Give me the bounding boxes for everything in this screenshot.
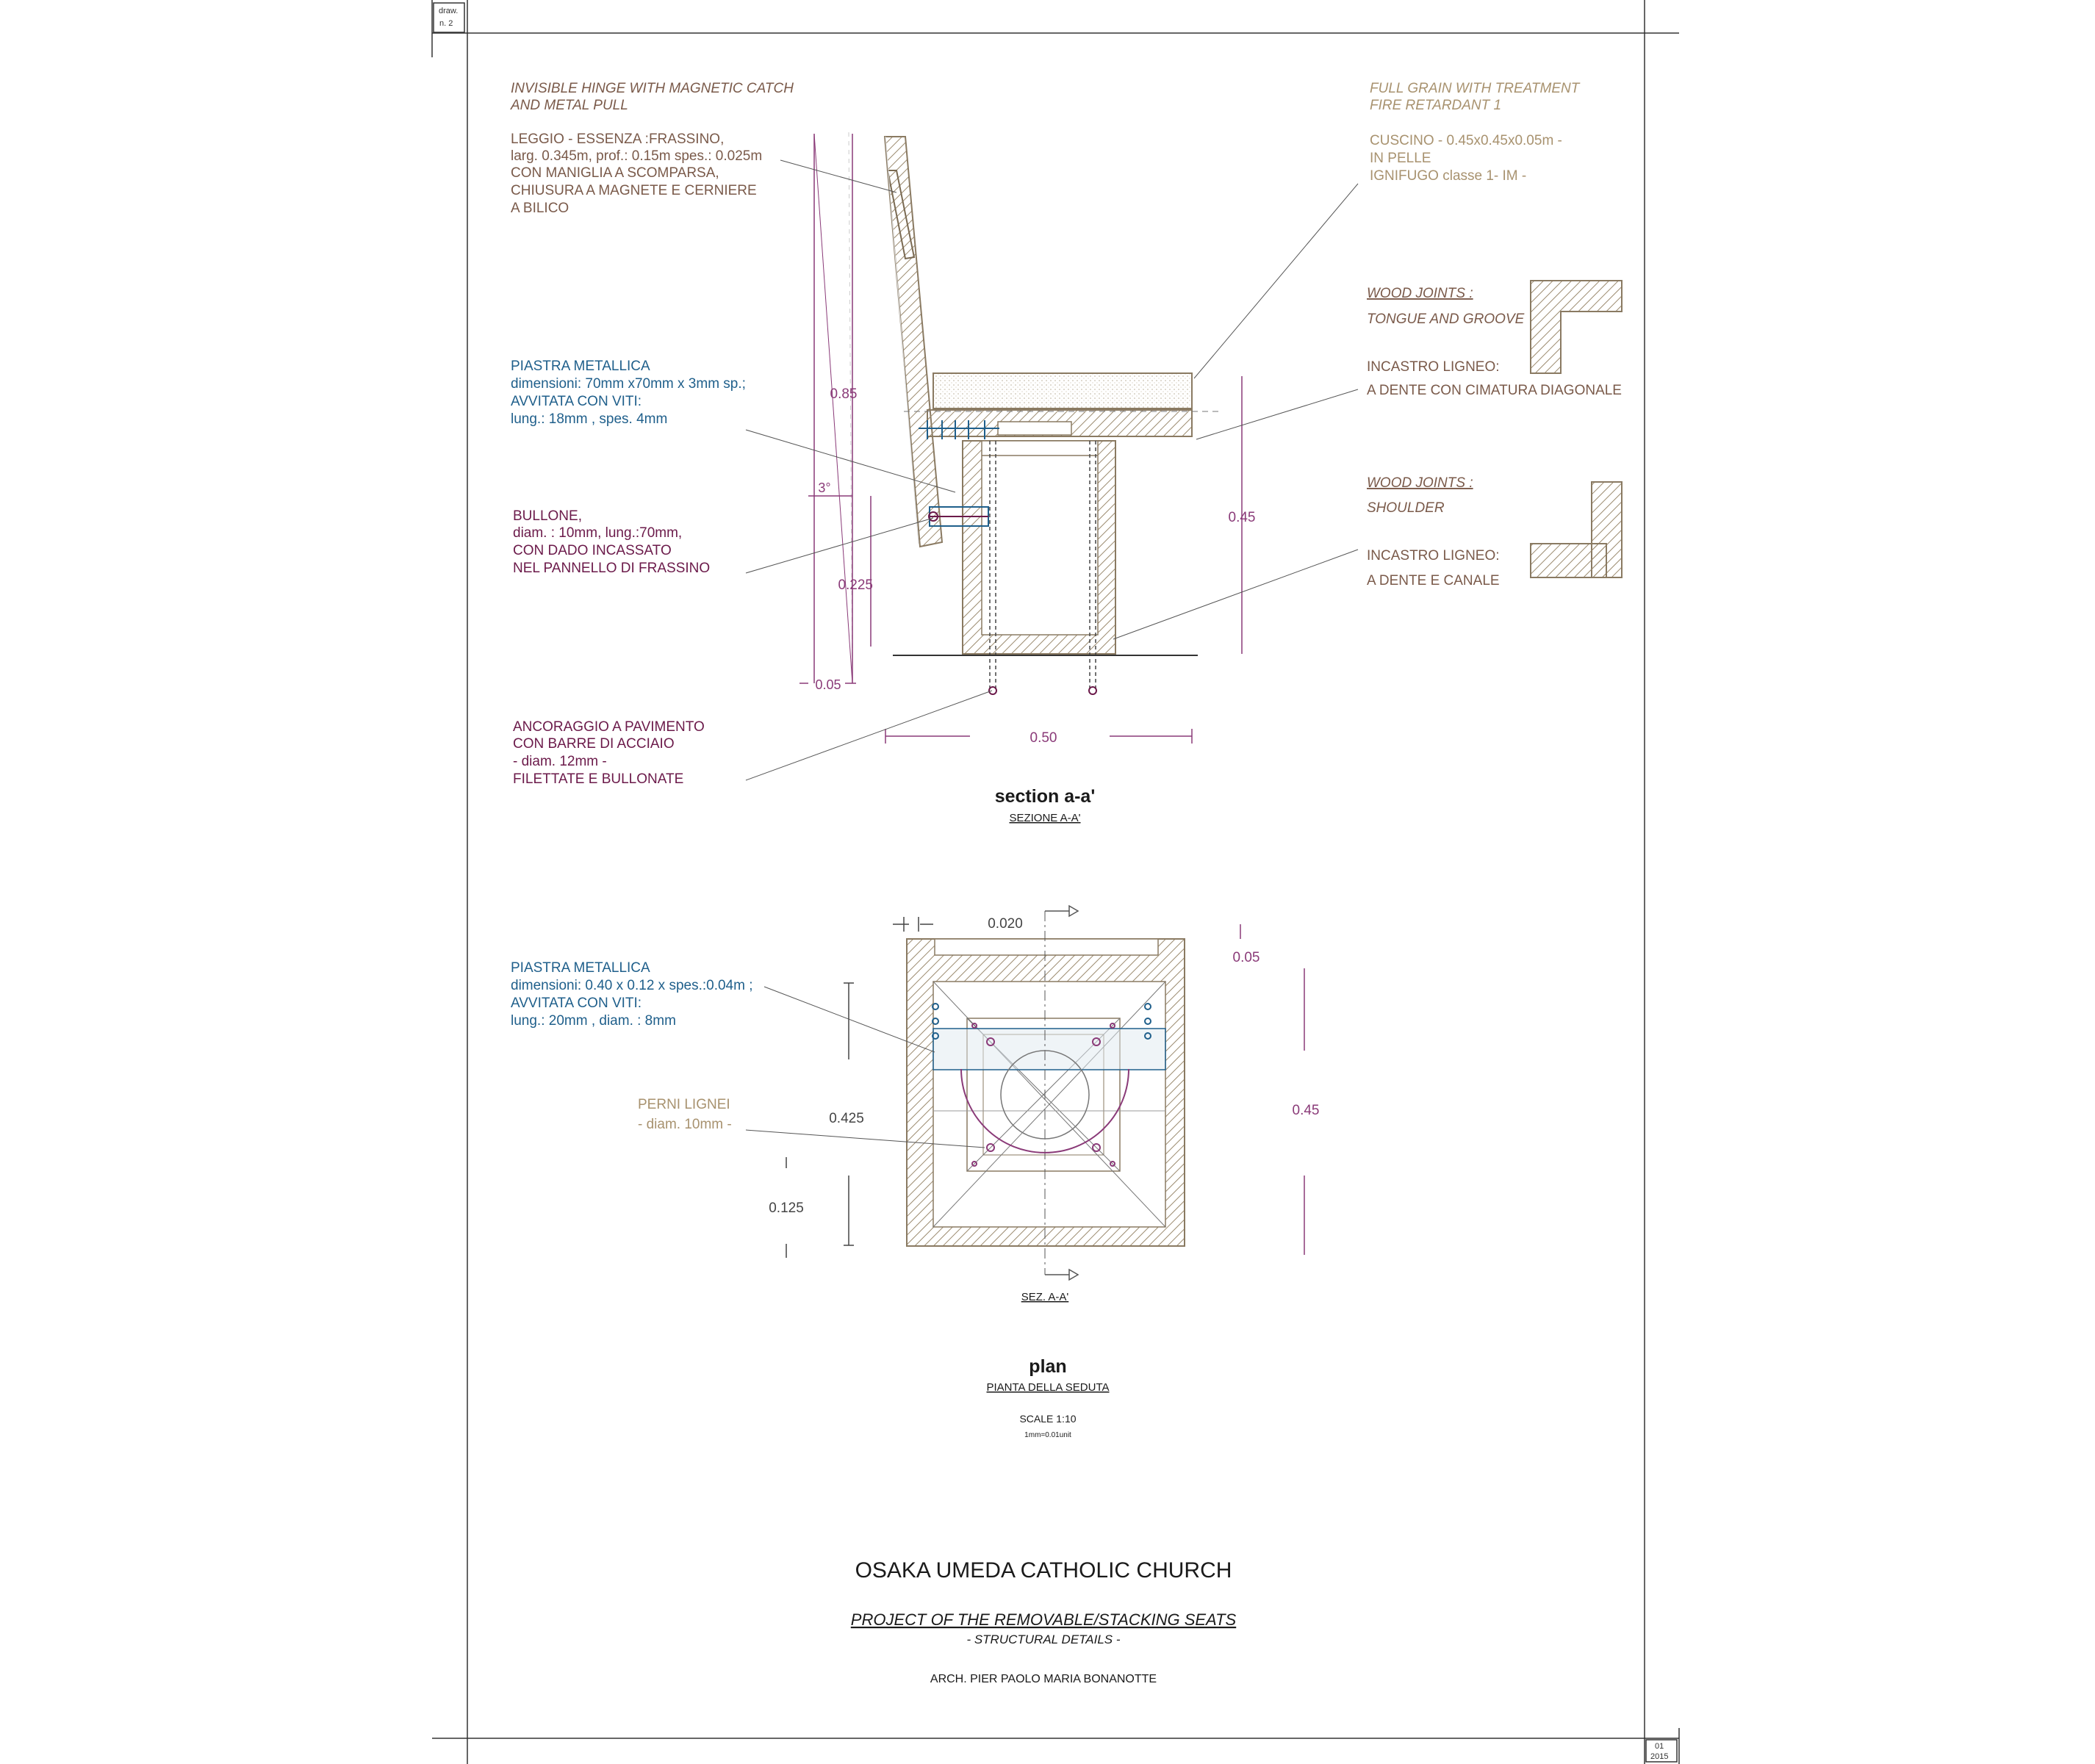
sez-aa-label: SEZ. A-A' <box>1021 1291 1069 1303</box>
section-title: section a-a' <box>994 786 1096 807</box>
note-ancoraggio-line-1: ANCORAGGIO A PAVIMENTO <box>513 719 705 735</box>
note-grain-line-1: FULL GRAIN WITH TREATMENT <box>1370 81 1580 96</box>
note-bullone-line-1: BULLONE, <box>513 508 582 524</box>
note-bullone <box>513 508 710 576</box>
wood-joint-2-it-1: INCASTRO LIGNEO: <box>1367 548 1500 564</box>
dim-0-05-plan: 0.05 <box>1232 950 1260 965</box>
plan-subtitle: PIANTA DELLA SEDUTA <box>986 1381 1110 1394</box>
wood-joint-1-title: WOOD JOINTS : <box>1367 286 1473 301</box>
note-piastra-1-line-2: dimensioni: 70mm x70mm x 3mm sp.; <box>511 376 746 392</box>
note-leggio-line-5: A BILICO <box>511 201 569 216</box>
wood-joint-1 <box>1367 281 1622 398</box>
note-cuscino-line-1: CUSCINO - 0.45x0.45x0.05m - <box>1370 133 1562 148</box>
note-hinge-line-2: AND METAL PULL <box>511 98 628 113</box>
note-perni-line-2: - diam. 10mm - <box>638 1117 732 1132</box>
church-title: OSAKA UMEDA CATHOLIC CHURCH <box>855 1558 1232 1583</box>
note-cuscino <box>1370 133 1562 184</box>
note-leggio-line-4: CHIUSURA A MAGNETE E CERNIERE <box>511 183 757 198</box>
note-bullone-line-2: diam. : 10mm, lung.:70mm, <box>513 525 683 541</box>
dim-0-425: 0.425 <box>829 1111 864 1126</box>
page-year: 2015 <box>1650 1752 1669 1761</box>
cushion <box>933 373 1192 408</box>
note-ancoraggio-line-4: FILETTATE E BULLONATE <box>513 771 684 787</box>
note-piastra-2-line-2: dimensioni: 0.40 x 0.12 x spes.:0.04m ; <box>511 978 753 993</box>
note-perni <box>638 1097 732 1132</box>
note-piastra-1-line-1: PIASTRA METALLICA <box>511 359 650 374</box>
note-hinge <box>510 81 794 113</box>
note-bullone-line-4: NEL PANNELLO DI FRASSINO <box>513 561 711 576</box>
note-cuscino-line-2: IN PELLE <box>1370 151 1431 166</box>
note-piastra-1 <box>511 359 746 427</box>
plan-metal-plate <box>933 1029 1165 1070</box>
section-drawing <box>849 132 1220 694</box>
project-subtitle: - STRUCTURAL DETAILS - <box>966 1632 1121 1646</box>
scale-unit: 1mm=0.01unit <box>1024 1431 1071 1439</box>
dim-0-85: 0.85 <box>830 386 858 402</box>
note-ancoraggio-line-2: CON BARRE DI ACCIAIO <box>513 736 675 752</box>
wood-joint-2-it-2: A DENTE E CANALE <box>1367 573 1500 588</box>
wood-joint-2 <box>1367 475 1622 588</box>
plan-title: plan <box>1029 1356 1067 1377</box>
draw-label: draw. <box>439 7 459 15</box>
dim-0-020: 0.020 <box>988 916 1023 932</box>
note-piastra-1-line-3: AVVITATA CON VITI: <box>511 394 642 409</box>
note-piastra-2-line-1: PIASTRA METALLICA <box>511 960 650 976</box>
dim-0-225: 0.225 <box>838 577 873 593</box>
tongue-groove-detail <box>1531 281 1622 373</box>
note-cuscino-line-3: IGNIFUGO classe 1- IM - <box>1370 168 1527 184</box>
note-piastra-2-line-4: lung.: 20mm , diam. : 8mm <box>511 1013 676 1029</box>
plan-drawing <box>907 906 1185 1280</box>
architect-name: ARCH. PIER PAOLO MARIA BONANOTTE <box>930 1673 1157 1685</box>
note-leggio <box>511 132 762 216</box>
note-grain <box>1370 81 1581 113</box>
note-leggio-line-1: LEGGIO - ESSENZA :FRASSINO, <box>511 132 725 147</box>
page-number: 01 <box>1655 1742 1664 1751</box>
section-subtitle: SEZIONE A-A' <box>1009 812 1081 824</box>
draw-number: n. 2 <box>439 19 453 28</box>
note-leggio-line-3: CON MANIGLIA A SCOMPARSA, <box>511 165 719 181</box>
note-perni-line-1: PERNI LIGNEI <box>638 1097 730 1112</box>
scale-label: SCALE 1:10 <box>1019 1413 1077 1425</box>
wood-joint-1-it-2: A DENTE CON CIMATURA DIAGONALE <box>1367 383 1622 398</box>
note-piastra-2-line-3: AVVITATA CON VITI: <box>511 996 642 1011</box>
dim-3-degrees: 3° <box>818 480 831 495</box>
note-piastra-1-line-4: lung.: 18mm , spes. 4mm <box>511 411 668 427</box>
note-hinge-line-1: INVISIBLE HINGE WITH MAGNETIC CATCH <box>511 81 794 96</box>
shoulder-detail-horizontal <box>1531 544 1606 577</box>
dim-0-05-section: 0.05 <box>815 677 841 692</box>
dim-0-125: 0.125 <box>769 1200 804 1216</box>
dim-0-45-section: 0.45 <box>1228 510 1256 525</box>
wood-joint-1-it-1: INCASTRO LIGNEO: <box>1367 359 1500 375</box>
wood-joint-2-sub: SHOULDER <box>1367 500 1445 516</box>
note-bullone-line-3: CON DADO INCASSATO <box>513 543 672 558</box>
sheet-frame <box>432 0 1679 1764</box>
wood-joint-1-sub: TONGUE AND GROOVE <box>1367 312 1525 327</box>
note-ancoraggio-line-3: - diam. 12mm - <box>513 754 607 769</box>
note-grain-line-2: FIRE RETARDANT 1 <box>1370 98 1502 113</box>
note-piastra-2 <box>511 960 753 1029</box>
note-ancoraggio <box>513 719 705 787</box>
dim-0-50: 0.50 <box>1029 730 1057 746</box>
project-title: PROJECT OF THE REMOVABLE/STACKING SEATS <box>850 1610 1237 1629</box>
note-leggio-line-2: larg. 0.345m, prof.: 0.15m spes.: 0.025m <box>511 148 763 164</box>
wood-joint-2-title: WOOD JOINTS : <box>1367 475 1473 491</box>
dim-0-45-plan: 0.45 <box>1292 1103 1320 1118</box>
